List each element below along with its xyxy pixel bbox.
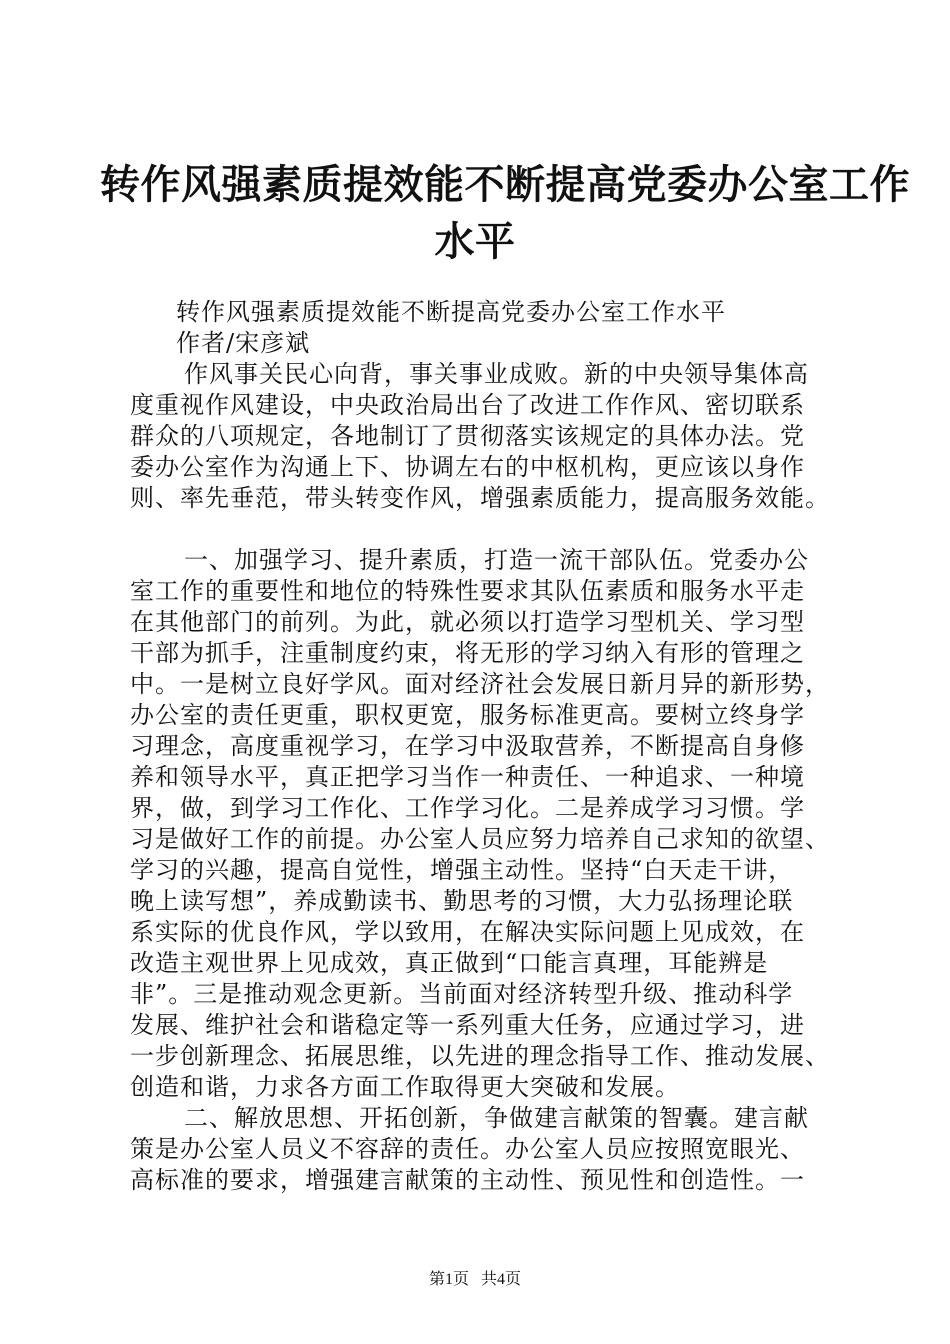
text-line: 创造和谐，力求各方面工作取得更大突破和发展。 [130, 1073, 680, 1101]
paragraph-intro [130, 359, 850, 514]
text-line: 系实际的优良作风，学以致用，在解决实际问题上见成效，在 [130, 918, 805, 946]
text-line: 养和领导水平，真正把学习当作一种责任、一种追求、一种境 [130, 763, 805, 791]
text-line: 委办公室作为沟通上下、协调左右的中枢机构，更应该以身作 [130, 453, 805, 481]
text-line: 高标准的要求，增强建言献策的主动性、预见性和创造性。一 [130, 1166, 805, 1194]
document-body [130, 297, 850, 1196]
text-line: 在其他部门的前列。为此，就必须以打造学习型机关、学习型 [130, 608, 805, 636]
text-line: 界，做，到学习工作化、工作学习化。二是养成学习习惯。学 [130, 794, 805, 822]
blank-line [130, 514, 850, 545]
text-line: 一步创新理念、拓展思维，以先进的理念指导工作、推动发展、 [130, 1042, 830, 1070]
text-line: 中。一是树立良好学风。面对经济社会发展日新月异的新形势， [130, 670, 830, 698]
text-line: 策是办公室人员义不容辞的责任。办公室人员应按照宽眼光、 [130, 1135, 805, 1163]
document-title-line-2: 水平 [434, 218, 516, 265]
text-line: 发展、维护社会和谐稳定等一系列重大任务，应通过学习，进 [130, 1011, 805, 1039]
text-line: 改造主观世界上见成效，真正做到“口能言真理，耳能辨是 [130, 949, 769, 977]
text-line: 晚上读写想”，养成勤读书、勤思考的习惯，大力弘扬理论联 [130, 887, 794, 915]
text-line: 学习的兴趣，提高自觉性，增强主动性。坚持“白天走干讲， [130, 856, 794, 884]
page-total: 共4页 [481, 1271, 522, 1288]
paragraph-section-1 [130, 545, 850, 1103]
text-line: 群众的八项规定，各地制订了贯彻落实该规定的具体办法。党 [130, 422, 805, 450]
text-line: 则、率先垂范，带头转变作风，增强素质能力，提高服务效能。 [130, 484, 830, 512]
author-line: 作者/宋彦斌 [176, 329, 311, 357]
text-line: 办公室的责任更重，职权更宽，服务标准更高。要树立终身学 [130, 701, 805, 729]
text-line: 干部为抓手，注重制度约束，将无形的学习纳入有形的管理之 [130, 639, 805, 667]
text-line: 习理念，高度重视学习，在学习中汲取营养，不断提高自身修 [130, 732, 805, 760]
subtitle: 转作风强素质提效能不断提高党委办公室工作水平 [176, 298, 726, 326]
paragraph-section-2 [130, 1103, 850, 1196]
text-line: 作风事关民心向背，事关事业成败。新的中央领导集体高 [184, 360, 809, 388]
text-line: 非”。三是推动观念更新。当前面对经济转型升级、推动科学 [130, 980, 794, 1008]
page-number: 第1页 [428, 1271, 469, 1288]
page-footer [0, 1270, 950, 1290]
text-line: 室工作的重要性和地位的特殊性要求其队伍素质和服务水平走 [130, 577, 805, 605]
document-title-line-1: 转作风强素质提效能不断提高党委办公室工作 [100, 161, 910, 208]
text-line: 一、加强学习、提升素质，打造一流干部队伍。党委办公 [184, 546, 809, 574]
text-line: 度重视作风建设，中央政治局出台了改进工作作风、密切联系 [130, 391, 805, 419]
text-line: 习是做好工作的前提。办公室人员应努力培养自己求知的欲望、 [130, 825, 830, 853]
text-line: 二、解放思想、开拓创新，争做建言献策的智囊。建言献 [184, 1104, 809, 1132]
